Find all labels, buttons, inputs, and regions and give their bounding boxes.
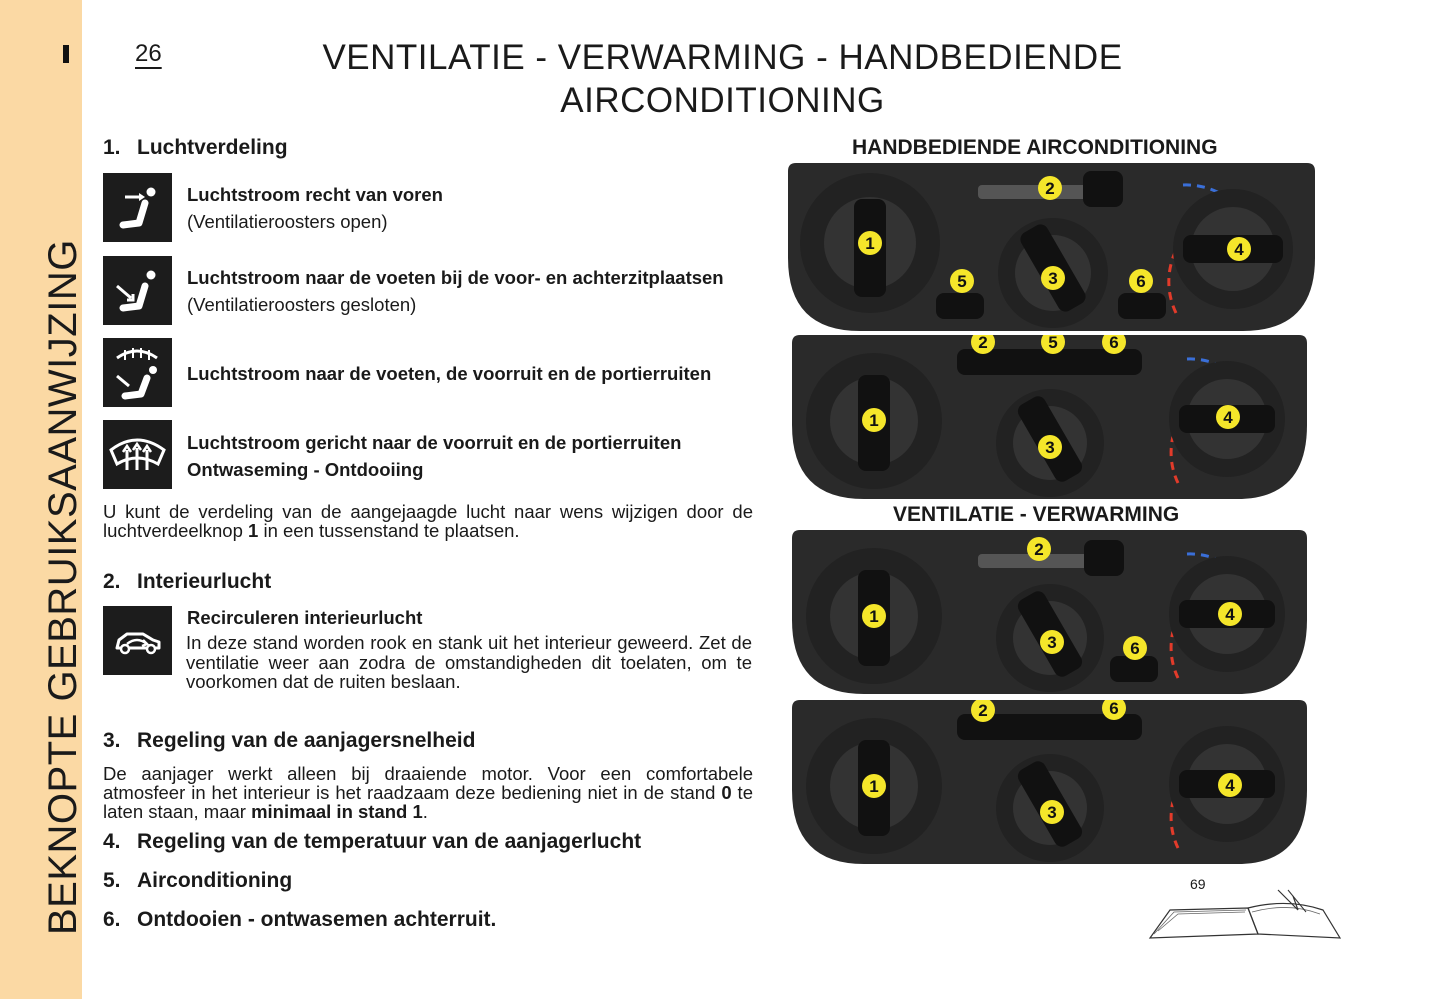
control-panel-vent-d: [792, 700, 1307, 864]
airflow-item-2: Luchtstroom naar de voeten bij de voor- en achterzitplaatsen (Ventilatieroosters gesloten): [187, 267, 724, 315]
svg-text:4: 4: [1225, 605, 1235, 624]
feet-vent-icon: [103, 256, 172, 325]
svg-text:1: 1: [869, 777, 879, 796]
svg-text:1: 1: [869, 607, 879, 626]
svg-text:4: 4: [1225, 776, 1235, 795]
page-title: [290, 36, 1155, 122]
feet-windscreen-icon: [103, 338, 172, 407]
svg-text:3: 3: [1045, 438, 1055, 457]
chapter-sidebar: [0, 0, 85, 999]
svg-text:5: 5: [1048, 335, 1058, 352]
svg-text:1: 1: [869, 411, 879, 430]
open-book-icon: [1148, 888, 1343, 945]
fan-paragraph: De aanjager werkt alleen bij draaiende motor. Voor een comfortabele atmosfeer in het interieur is het raadzaam deze bediening niet in de stand 0 te laten staan, maar minimaal in stand 1.: [103, 763, 753, 822]
control-panel-ac-a: [788, 163, 1315, 331]
airflow-item-4: Luchtstroom gericht naar de voorruit en de portierruiten Ontwaseming - Ontdooiing: [187, 432, 682, 480]
svg-text:2: 2: [978, 701, 988, 720]
svg-text:6: 6: [1130, 639, 1140, 658]
section-heading-1: 1. Luchtverdeling: [103, 136, 288, 159]
section-heading-2: 2. Interieurlucht: [103, 570, 272, 593]
page-number: 26: [135, 40, 162, 67]
svg-text:3: 3: [1047, 803, 1057, 822]
airflow-item-1: Luchtstroom recht van voren (Ventilatieroosters open): [187, 184, 443, 232]
section-heading-3: 3. Regeling van de aanjagersnelheid: [103, 729, 476, 752]
svg-text:5: 5: [957, 272, 967, 291]
recirculation-car-icon: [103, 606, 172, 675]
page-title-line2: AIRCONDITIONING: [560, 81, 885, 120]
recirculation-title: Recirculeren interieurlucht: [187, 607, 423, 628]
airflow-item-3: Luchtstroom naar de voeten, de voorruit en de portierruiten: [187, 363, 712, 384]
control-panel-ac-b: [792, 335, 1307, 499]
heading-ventilation-heating: VENTILATIE - VERWARMING: [893, 503, 1180, 526]
face-vent-icon: [103, 173, 172, 242]
windscreen-defrost-icon: [103, 420, 172, 489]
reference-page-number: 69: [1190, 876, 1206, 892]
chapter-title: BEKNOPTE GEBRUIKSAANWIJZING: [41, 239, 85, 935]
svg-text:6: 6: [1136, 272, 1146, 291]
section-heading-6: 6. Ontdooien - ontwasemen achterruit.: [103, 908, 497, 931]
recirculation-text: In deze stand worden rook en stank uit het interieur geweerd. Zet de ventilatie weer aan zodra de omstandigheden dit toelaten, om te voorkomen dat de ruiten beslaan.: [186, 632, 752, 692]
section-heading-4: 4. Regeling van de temperatuur van de aanjagerlucht: [103, 830, 642, 853]
svg-text:6: 6: [1109, 335, 1119, 352]
svg-text:2: 2: [978, 335, 988, 352]
page-title-line1: VENTILATIE - VERWARMING - HANDBEDIENDE: [322, 38, 1123, 77]
svg-text:2: 2: [1034, 540, 1044, 559]
svg-text:4: 4: [1234, 240, 1244, 259]
svg-text:2: 2: [1045, 179, 1055, 198]
svg-text:3: 3: [1048, 269, 1058, 288]
svg-text:4: 4: [1223, 408, 1233, 427]
control-panel-vent-c: [792, 530, 1307, 694]
svg-text:1: 1: [865, 234, 875, 253]
sidebar-tab-mark: [63, 45, 69, 63]
heading-manual-ac: HANDBEDIENDE AIRCONDITIONING: [852, 136, 1218, 159]
section-heading-5: 5. Airconditioning: [103, 869, 293, 892]
svg-text:6: 6: [1109, 700, 1119, 718]
distribution-paragraph: U kunt de verdeling van de aangejaagde lucht naar wens wijzigen door de luchtverdeelknop 1 in een tussenstand te plaatsen.: [103, 501, 753, 541]
svg-text:3: 3: [1047, 633, 1057, 652]
